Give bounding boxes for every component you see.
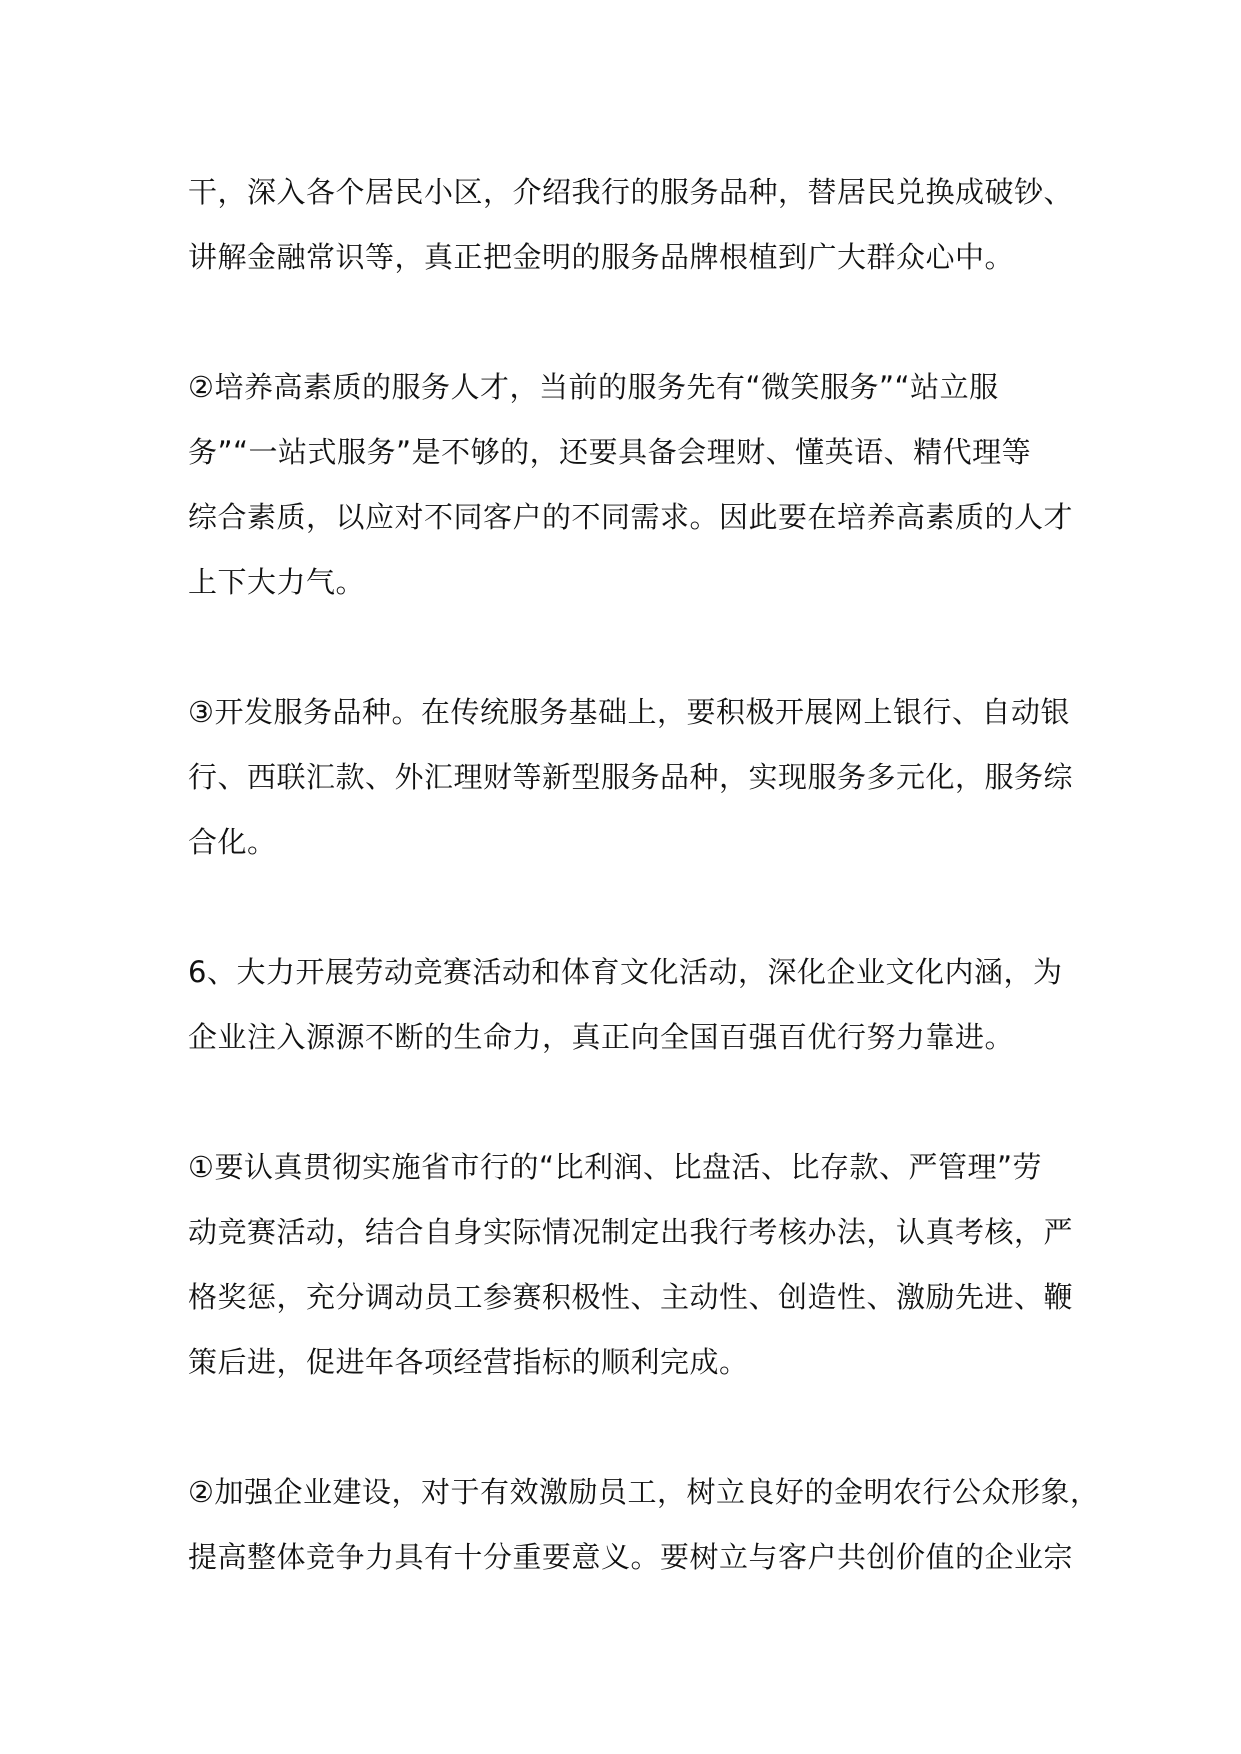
paragraph-line: 干，深入各个居民小区，介绍我行的服务品种，替居民兑换成破钞、	[188, 175, 1074, 209]
paragraph-line: 讲解金融常识等，真正把金明的服务品牌根植到广大群众心中。	[188, 240, 1015, 274]
paragraph-line: 格奖惩，充分调动员工参赛积极性、主动性、创造性、激励先进、鞭	[188, 1280, 1074, 1314]
paragraph-4	[188, 940, 1063, 1070]
paragraph-5	[188, 1135, 1074, 1395]
paragraph-1	[188, 160, 1074, 290]
paragraph-line: 合化。	[188, 825, 277, 859]
paragraph-line: 务”“一站式服务”是不够的，还要具备会理财、懂英语、精代理等	[188, 435, 1032, 469]
paragraph-line: ①要认真贯彻实施省市行的“比利润、比盘活、比存款、严管理”劳	[188, 1150, 1043, 1184]
paragraph-line: ②加强企业建设，对于有效激励员工，树立良好的金明农行公众形象，	[188, 1475, 1100, 1509]
paragraph-line: 动竞赛活动，结合自身实际情况制定出我行考核办法，认真考核，严	[188, 1215, 1074, 1249]
document-body	[188, 160, 1100, 1590]
paragraph-3	[188, 680, 1074, 875]
paragraph-line: 6、大力开展劳动竞赛活动和体育文化活动，深化企业文化内涵，为	[188, 955, 1063, 989]
paragraph-line: 行、西联汇款、外汇理财等新型服务品种，实现服务多元化，服务综	[188, 760, 1074, 794]
paragraph-line: ②培养高素质的服务人才，当前的服务先有“微笑服务”“站立服	[188, 370, 999, 404]
paragraph-line: ③开发服务品种。在传统服务基础上，要积极开展网上银行、自动银	[188, 695, 1070, 729]
paragraph-line: 提高整体竞争力具有十分重要意义。要树立与客户共创价值的企业宗	[188, 1540, 1074, 1574]
paragraph-2	[188, 355, 1074, 615]
paragraph-line: 策后进，促进年各项经营指标的顺利完成。	[188, 1345, 749, 1379]
paragraph-line: 综合素质，以应对不同客户的不同需求。因此要在培养高素质的人才	[188, 500, 1074, 534]
paragraph-line: 上下大力气。	[188, 565, 366, 599]
paragraph-6	[188, 1460, 1100, 1590]
paragraph-line: 企业注入源源不断的生命力，真正向全国百强百优行努力靠进。	[188, 1020, 1015, 1054]
